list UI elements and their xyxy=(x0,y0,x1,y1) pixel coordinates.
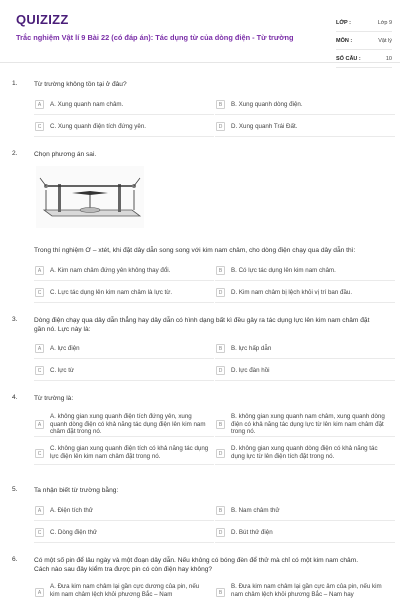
option-letter: C xyxy=(35,528,44,537)
meta-key: MÔN : xyxy=(336,37,353,44)
option-letter: D xyxy=(216,366,225,375)
option-text: B. Có lực tác dụng lên kim nam châm. xyxy=(231,267,336,274)
option-letter: B xyxy=(216,588,225,597)
option-text: A. Kim nam châm đứng yên không thay đổi. xyxy=(50,267,171,274)
question-text: Ta nhận biết từ trường bằng: xyxy=(34,487,119,494)
option-text: A. Điện tích thử xyxy=(50,507,94,514)
option-letter: A xyxy=(35,344,44,353)
option-letter: C xyxy=(35,366,44,375)
question-text: Chọn phương án sai. xyxy=(34,151,97,158)
option-b[interactable] xyxy=(215,504,395,521)
option-text: B. lực hấp dẫn xyxy=(231,345,272,352)
quiz-title: Trắc nghiệm Vật lí 9 Bài 22 (có đáp án): Tác dụng từ của dòng điện - Từ trường xyxy=(16,33,294,42)
option-d[interactable] xyxy=(215,286,395,303)
option-text: D. Xung quanh Trái Đất. xyxy=(231,123,298,130)
meta-value: Lớp 9 xyxy=(377,19,392,26)
option-letter: A xyxy=(35,506,44,515)
question-number: 2. xyxy=(12,150,18,157)
option-text: D. Bút thử điện xyxy=(231,529,273,536)
meta-key: SỐ CÂU : xyxy=(336,55,361,62)
meta-value: 10 xyxy=(385,55,392,62)
option-text: B. không gian xung quanh nam châm, xung quanh dòng điện có khả năng tác dụng lực từ lên kim nam châm đặt trong nó. xyxy=(231,413,385,435)
option-b[interactable] xyxy=(215,264,395,281)
option-letter: A xyxy=(35,588,44,597)
question-number: 1. xyxy=(12,80,18,87)
option-letter: A xyxy=(35,266,44,275)
question-number: 6. xyxy=(12,556,18,563)
option-a[interactable] xyxy=(34,504,214,521)
option-b[interactable] xyxy=(215,412,395,437)
option-a[interactable] xyxy=(34,264,214,281)
option-c[interactable] xyxy=(34,444,214,465)
meta-key: LỚP : xyxy=(336,19,351,26)
option-letter: C xyxy=(35,288,44,297)
option-letter: B xyxy=(216,100,225,109)
option-text: B. Đưa kim nam châm lại gần cực âm của pin, nếu kim nam châm lệch khỏi phương Bắc – Nam hay xyxy=(231,583,382,598)
question-text: Dòng điện chạy qua dây dẫn thẳng hay dây dẫn có hình dạng bất kì đều gây ra tác dụng lực lên kim nam châm đặt gần nó. Lực này là: xyxy=(34,317,370,333)
option-text: C. Dòng điện thử xyxy=(50,529,98,536)
option-a[interactable] xyxy=(34,412,214,437)
option-letter: C xyxy=(35,122,44,131)
meta-row-grade xyxy=(336,14,392,32)
option-text: D. Kim nam châm bị lệch khỏi vị trí ban đầu. xyxy=(231,289,353,296)
question-text: Có một số pin để lâu ngày và một đoạn dây dẫn. Nếu không có bóng đèn để thử mà chỉ có một kim nam châm. Cách nào sau đây kiểm tra được pin có còn điện hay không? xyxy=(34,557,359,573)
meta-row-subject xyxy=(336,32,392,50)
option-c[interactable] xyxy=(34,364,214,381)
option-text: A. Xung quanh nam châm. xyxy=(50,101,124,108)
question-text: Từ trường là: xyxy=(34,395,74,402)
option-a[interactable] xyxy=(34,582,214,600)
question-number: 4. xyxy=(12,394,18,401)
option-letter: B xyxy=(216,266,225,275)
option-a[interactable] xyxy=(34,98,214,115)
option-text: C. lực từ xyxy=(50,367,75,374)
option-d[interactable] xyxy=(215,364,395,381)
option-text: A. Đưa kim nam châm lại gần cực dương của pin, nếu kim nam châm lệch khỏi phương Bắc – Nam xyxy=(50,583,200,598)
option-text: C. không gian xung quanh điện tích có khả năng tác dụng lực điện lên kim nam châm đặt trong nó. xyxy=(50,445,209,460)
option-a[interactable] xyxy=(34,342,214,359)
option-d[interactable] xyxy=(215,444,395,465)
option-c[interactable] xyxy=(34,286,214,303)
option-text: C. Xung quanh điện tích đứng yên. xyxy=(50,123,146,130)
meta-row-count xyxy=(336,50,392,68)
option-b[interactable] xyxy=(215,98,395,115)
option-text: D. lực đàn hồi xyxy=(231,367,270,374)
option-d[interactable] xyxy=(215,120,395,137)
option-text: A. không gian xung quanh điện tích đứng yên, xung quanh dòng điện có khả năng tác dụng điện lên kim nam châm đặt trong nó. xyxy=(50,413,206,435)
meta-value: Vật lý xyxy=(378,37,392,44)
option-d[interactable] xyxy=(215,526,395,543)
option-letter: D xyxy=(216,528,225,537)
option-b[interactable] xyxy=(215,342,395,359)
quiz-meta xyxy=(336,14,392,68)
brand-logo: QUIZIZZ xyxy=(16,12,69,27)
option-text: B. Xung quanh dòng điện. xyxy=(231,101,303,108)
option-letter: B xyxy=(216,344,225,353)
option-text: B. Nam châm thử xyxy=(231,507,280,514)
option-letter: A xyxy=(35,100,44,109)
option-letter: D xyxy=(216,449,225,458)
question-text: Trong thí nghiệm Ơ – xtét, khi đặt dây dẫn song song với kim nam châm, cho dòng điện chạy qua dây dẫn thì: xyxy=(34,247,356,254)
oersted-experiment-figure xyxy=(36,166,144,228)
option-letter: D xyxy=(216,122,225,131)
option-text: A. lực điện xyxy=(50,345,80,352)
option-letter: D xyxy=(216,288,225,297)
option-letter: B xyxy=(216,506,225,515)
option-text: D. không gian xung quanh dòng điện có khả năng tác dụng lực từ lên điện tích đặt trong nó. xyxy=(231,445,378,460)
question-number: 3. xyxy=(12,316,18,323)
option-letter: A xyxy=(35,420,44,429)
question-number: 5. xyxy=(12,486,18,493)
option-c[interactable] xyxy=(34,526,214,543)
option-letter: B xyxy=(216,420,225,429)
option-c[interactable] xyxy=(34,120,214,137)
option-text: C. Lực tác dụng lên kim nam châm là lực từ. xyxy=(50,289,173,296)
option-letter: C xyxy=(35,449,44,458)
option-b[interactable] xyxy=(215,582,395,600)
question-text: Từ trường không tồn tại ở đâu? xyxy=(34,81,127,88)
page-header xyxy=(0,0,400,63)
